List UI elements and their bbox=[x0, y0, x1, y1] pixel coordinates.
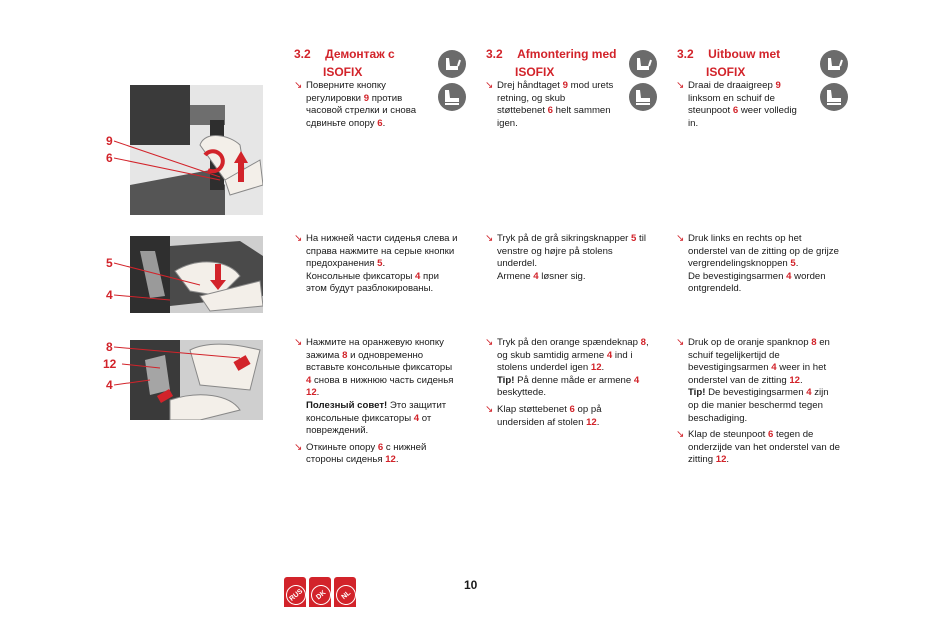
seat-base-icon bbox=[438, 83, 466, 111]
header-ru bbox=[294, 45, 434, 81]
callout-8: 8 bbox=[106, 340, 113, 354]
seat-icon bbox=[820, 50, 848, 78]
callout-9: 9 bbox=[106, 134, 113, 148]
section-title-line1: Uitbouw met bbox=[708, 47, 781, 61]
ru-step-1: ↘ Поверните кнопку регулировки 9 против часовой стрелки и снова сдвиньте опору 6. bbox=[294, 80, 417, 129]
header-nl bbox=[677, 45, 817, 81]
nl-step-3: ↘ Druk op de oranje spanknop 8 en schuif tegelijkertijd de bevestigingsarmen 4 weer in het onderstel van de zitting 12. Tip! De bevestigingsarmen 4 zijn op die manier beschermd tegen beschadiging. ↘ Klap de steunpoot 6 tegen de onderzijde van het onderstel van de zitting 12. bbox=[676, 337, 841, 466]
arrow-icon: ↘ bbox=[485, 80, 494, 91]
seat-icon bbox=[438, 50, 466, 78]
seat-base-icon bbox=[629, 83, 657, 111]
arrow-icon: ↘ bbox=[294, 337, 303, 348]
nl-step-1: ↘ Draai de draaigreep 9 linksom en schuif de steunpoot 6 weer volledig in. bbox=[676, 80, 797, 129]
section-title-line1: Демонтаж с bbox=[325, 47, 395, 61]
section-number: 3.2 bbox=[486, 47, 503, 61]
section-number: 3.2 bbox=[677, 47, 694, 61]
lang-tab-nl bbox=[334, 577, 356, 607]
section-title-line2: ISOFIX bbox=[323, 65, 363, 79]
arrow-icon: ↘ bbox=[676, 233, 685, 244]
ru-step-3: ↘ Нажмите на оранжевую кнопку зажима 8 и одновременно вставьте консольные фиксаторы 4 снова в нижнюю часть сиденья 12. Полезный совет! Это защитит консольные фиксаторы 4 от повреждений. ↘ Откиньте опору 6 с нижней стороны сиденья 12. bbox=[294, 337, 454, 466]
lang-label: RUS bbox=[282, 581, 310, 609]
callout-12: 12 bbox=[103, 357, 117, 371]
callout-5: 5 bbox=[106, 256, 113, 270]
header-dk bbox=[486, 45, 626, 81]
lang-tab-dk bbox=[309, 577, 331, 607]
arrow-icon: ↘ bbox=[676, 80, 685, 91]
callout-6: 6 bbox=[106, 151, 113, 165]
lang-tab-rus bbox=[284, 577, 306, 607]
ru-step-2: ↘ На нижней части сиденья слева и справа нажмите на серые кнопки предохранения 5. Консольные фиксаторы 4 при этом будут разблокированы. bbox=[294, 233, 458, 295]
lang-label: NL bbox=[332, 581, 360, 609]
arrow-icon: ↘ bbox=[676, 337, 685, 348]
dk-step-3: ↘ Tryk på den orange spændeknap 8, og skub samtidig armene 4 ind i stolens underdel igen 12. Tip! På denne måde er armene 4 beskyttede. ↘ Klap støttebenet 6 op på undersiden af stolen 12. bbox=[485, 337, 649, 428]
arrow-icon: ↘ bbox=[294, 80, 303, 91]
section-title-line2: ISOFIX bbox=[515, 65, 555, 79]
dk-step-1: ↘ Drej håndtaget 9 mod urets retning, og skub støttebenet 6 helt sammen igen. bbox=[485, 80, 614, 129]
seat-base-icon bbox=[820, 83, 848, 111]
arrow-icon: ↘ bbox=[294, 233, 303, 244]
arrow-icon: ↘ bbox=[485, 337, 494, 348]
seat-icon bbox=[629, 50, 657, 78]
arrow-icon: ↘ bbox=[676, 429, 685, 441]
callout-4a: 4 bbox=[106, 288, 113, 302]
callout-lines bbox=[100, 130, 270, 400]
section-title-line2: ISOFIX bbox=[706, 65, 746, 79]
nl-step-2: ↘ Druk links en rechts op het onderstel van de zitting op de grijze vergrendelingsknoppen 5. De bevestigingsarmen 4 worden ontgrendeld. bbox=[676, 233, 839, 295]
arrow-icon: ↘ bbox=[485, 403, 494, 415]
page-number: 10 bbox=[464, 578, 478, 592]
arrow-icon: ↘ bbox=[294, 441, 303, 453]
arrow-icon: ↘ bbox=[485, 233, 494, 244]
section-title-line1: Afmontering med bbox=[517, 47, 617, 61]
callout-4b: 4 bbox=[106, 378, 113, 392]
section-number: 3.2 bbox=[294, 47, 311, 61]
lang-label: DK bbox=[307, 581, 335, 609]
dk-step-2: ↘ Tryk på de grå sikringsknapper 5 til venstre og højre på stolens underdel. Armene 4 løsner sig. bbox=[485, 233, 646, 282]
